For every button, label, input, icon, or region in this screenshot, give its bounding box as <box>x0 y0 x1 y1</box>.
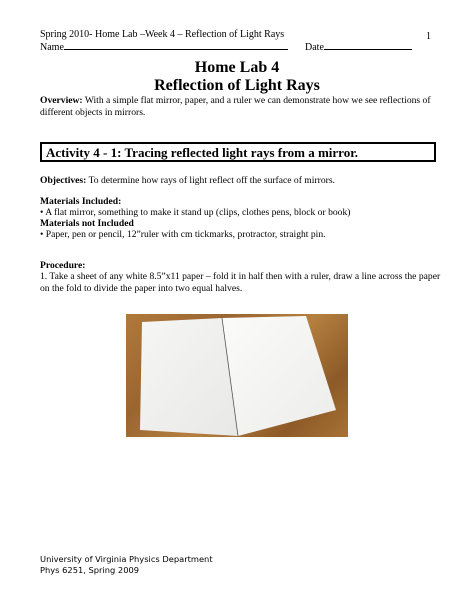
procedure-heading: Procedure: <box>40 260 86 271</box>
materials-not-included-item: • Paper, pen or pencil, 12”ruler with cm tickmarks, protractor, straight pin. <box>40 229 326 240</box>
procedure-step-1-line-1: 1. Take a sheet of any white 8.5”x11 paper – fold it in half then with a ruler, draw a line across the paper <box>40 271 441 282</box>
overview-line-2: different objects in mirrors. <box>40 107 146 118</box>
procedure-step-1-line-2: on the fold to divide the paper into two equal halves. <box>40 283 243 294</box>
overview-label: Overview: <box>40 95 83 106</box>
name-label: Name <box>40 42 64 53</box>
materials-included-heading: Materials Included: <box>40 196 122 207</box>
activity-box <box>40 142 436 162</box>
overview-line-1 <box>40 95 431 107</box>
objectives-label: Objectives: <box>40 175 87 186</box>
materials-included-item: • A flat mirror, something to make it stand up (clips, clothes pens, block or book) <box>40 207 351 218</box>
objectives-text: To determine how rays of light reflect off the surface of mirrors. <box>86 175 335 186</box>
objectives <box>40 175 335 187</box>
name-underline <box>64 40 288 50</box>
date-field <box>305 40 412 54</box>
materials-not-included-heading: Materials not Included <box>40 218 134 229</box>
footer-line-2: Phys 6251, Spring 2009 <box>40 565 140 575</box>
footer-line-1: University of Virginia Physics Department <box>40 554 213 564</box>
activity-title: Activity 4 - 1: Tracing reflected light rays from a mirror. <box>46 145 359 160</box>
date-label: Date <box>305 42 324 53</box>
title-line-1: Home Lab 4 <box>194 59 280 76</box>
folded-paper-illustration <box>126 314 348 437</box>
header-course-line: Spring 2010- Home Lab –Week 4 – Reflection of Light Rays <box>40 29 285 40</box>
date-underline <box>324 40 412 50</box>
title-line-2: Reflection of Light Rays <box>154 77 320 94</box>
name-field <box>40 40 288 54</box>
page-number: 1 <box>426 31 431 42</box>
overview-text-1: With a simple flat mirror, paper, and a ruler we can demonstrate how we see reflections of <box>82 95 431 106</box>
folded-paper-photo <box>126 314 348 437</box>
